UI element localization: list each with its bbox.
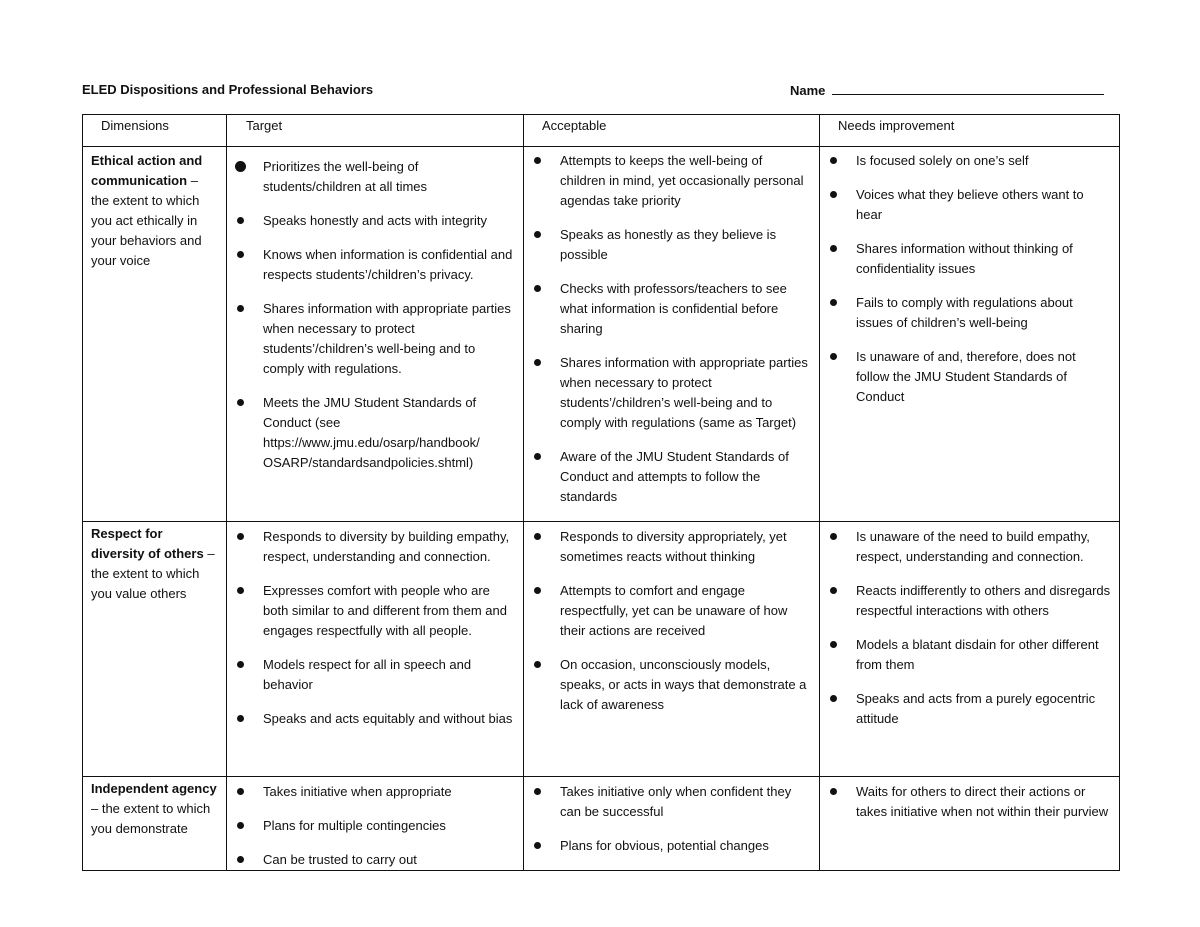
- list-item: Is unaware of the need to build empathy, respect, understanding and connection.: [856, 527, 1111, 567]
- table-row: [83, 777, 1120, 871]
- table-row: [83, 522, 1120, 777]
- list-item: Shares information without thinking of confidentiality issues: [856, 239, 1111, 279]
- acceptable-cell: [524, 777, 820, 871]
- list-item: Fails to comply with regulations about issues of children’s well-being: [856, 293, 1111, 333]
- header-needs-improvement-label: Needs improvement: [838, 118, 955, 133]
- dimension-description: – the extent to which you demonstrate: [91, 801, 211, 836]
- list-item: Knows when information is confidential and respects students’/children’s privacy.: [263, 245, 515, 285]
- list-item: Speaks and acts equitably and without bias: [263, 709, 515, 729]
- dimension-cell: [83, 777, 227, 871]
- list-item: Speaks and acts from a purely egocentric attitude: [856, 689, 1111, 729]
- list-item: Speaks honestly and acts with integrity: [263, 211, 515, 231]
- name-label: Name: [790, 83, 826, 98]
- list-item: Attempts to keeps the well-being of children in mind, yet occasionally personal agendas take priority: [560, 151, 811, 211]
- header-acceptable: [524, 115, 820, 147]
- dimension-title: Ethical action and communication: [91, 153, 203, 188]
- list-item: Plans for multiple contingencies: [263, 816, 515, 836]
- list-item: On occasion, unconsciously models, speaks, or acts in ways that demonstrate a lack of awareness: [560, 655, 811, 715]
- needs-improvement-cell: [820, 777, 1120, 871]
- acceptable-cell: [524, 147, 820, 522]
- list-item: Aware of the JMU Student Standards of Conduct and attempts to follow the standards: [560, 447, 811, 507]
- header-dimensions-label: Dimensions: [101, 118, 169, 133]
- list-item: Is focused solely on one’s self: [856, 151, 1111, 171]
- list-item: Voices what they believe others want to hear: [856, 185, 1111, 225]
- acceptable-cell: [524, 522, 820, 777]
- rubric-table: [82, 114, 1120, 871]
- header-target-label: Target: [246, 118, 283, 133]
- list-item: Models respect for all in speech and behavior: [263, 655, 515, 695]
- list-item: Speaks as honestly as they believe is possible: [560, 225, 811, 265]
- header-acceptable-label: Acceptable: [542, 118, 607, 133]
- document-header: [82, 82, 1118, 102]
- list-item: Can be trusted to carry out: [263, 850, 515, 870]
- list-item: Reacts indifferently to others and disregards respectful interactions with others: [856, 581, 1111, 621]
- list-item: Responds to diversity appropriately, yet sometimes reacts without thinking: [560, 527, 811, 567]
- header-row: [83, 115, 1120, 147]
- dimension-title: Independent agency: [91, 781, 217, 796]
- list-item: Shares information with appropriate parties when necessary to protect students’/children’s well-being and to comply with regulations (same as Target): [560, 353, 811, 433]
- header-needs-improvement: [820, 115, 1120, 147]
- list-item: Responds to diversity by building empathy, respect, understanding and connection.: [263, 527, 515, 567]
- target-cell: [227, 777, 524, 871]
- needs-improvement-cell: [820, 522, 1120, 777]
- dimension-title: Respect for diversity of others: [91, 526, 204, 561]
- list-item: Takes initiative when appropriate: [263, 782, 515, 802]
- list-item: Models a blatant disdain for other different from them: [856, 635, 1111, 675]
- table-row: [83, 147, 1120, 522]
- list-item: Prioritizes the well-being of students/children at all times: [263, 157, 515, 197]
- list-item: Shares information with appropriate parties when necessary to protect students’/children’s well-being and to comply with regulations.: [263, 299, 515, 379]
- target-cell: [227, 522, 524, 777]
- list-item: Expresses comfort with people who are both similar to and different from them and engages respectfully with all people.: [263, 581, 515, 641]
- dimension-cell: [83, 147, 227, 522]
- list-item: Attempts to comfort and engage respectfully, yet can be unaware of how their actions are received: [560, 581, 811, 641]
- list-item: Meets the JMU Student Standards of Conduct (see https://www.jmu.edu/osarp/handbook/ OSARP/standardsandpolicies.shtml): [263, 393, 515, 473]
- name-field-row: [790, 82, 1104, 98]
- dimension-description: – the extent to which you act ethically in your behaviors and your voice: [91, 173, 202, 268]
- name-blank-line: [832, 82, 1104, 95]
- list-item: Takes initiative only when confident they can be successful: [560, 782, 811, 822]
- dimension-cell: [83, 522, 227, 777]
- header-target: [227, 115, 524, 147]
- document-title: ELED Dispositions and Professional Behaviors: [82, 82, 374, 97]
- header-dimensions: [83, 115, 227, 147]
- list-item: Checks with professors/teachers to see what information is confidential before sharing: [560, 279, 811, 339]
- list-item: Plans for obvious, potential changes: [560, 836, 811, 856]
- list-item: Is unaware of and, therefore, does not follow the JMU Student Standards of Conduct: [856, 347, 1111, 407]
- dimension-description: – the extent to which you value others: [91, 546, 215, 601]
- target-cell: [227, 147, 524, 522]
- list-item: Waits for others to direct their actions or takes initiative when not within their purview: [856, 782, 1111, 822]
- needs-improvement-cell: [820, 147, 1120, 522]
